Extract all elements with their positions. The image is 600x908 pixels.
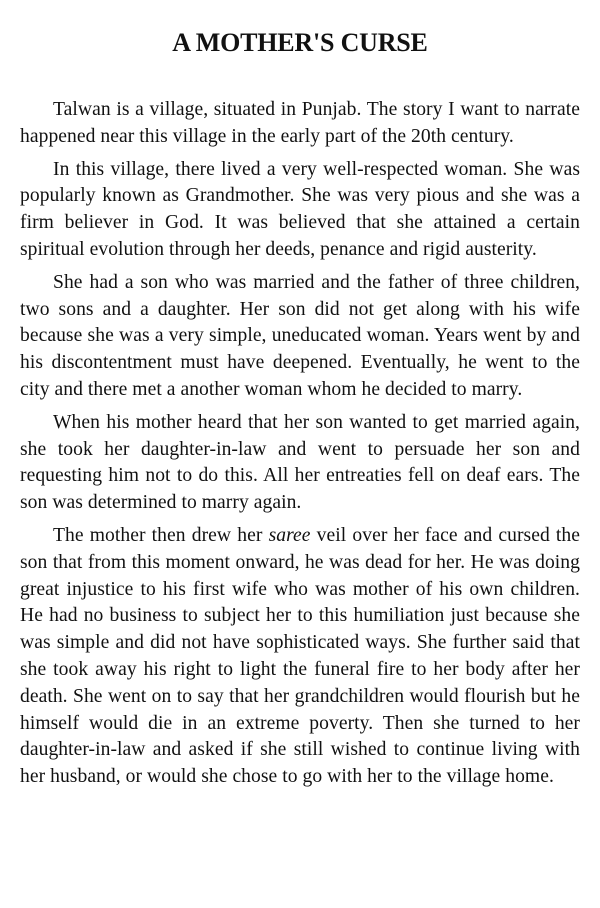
paragraph-3: She had a son who was married and the father of three children, two sons and a daughter. Her son did not get along with his wife because she was a very simple, uneducated woman. Years went by and his discontentment must have deepened. Eventually, he went to the city and there met a another woman whom he decided to marry. [20,271,580,400]
paragraph-5-text-end: veil over her face and cursed the son that from this moment onward, he was dead for her. He was doing great injustice to his first wife who was mother of his own children. He had no business to subject her to this humiliation just because she was simple and did not have sophisticated ways. She further said that she took away his right to light the funeral fire to her body after her death. She went on to say that her grandchildren would flourish but he himself would die in an extreme poverty. Then she turned to her daughter-in-law and asked if she still wished to continue living with her husband, or would she chose to go with her to the village home. [20,524,581,788]
paragraph-4: When his mother heard that her son wanted to get married again, she took her daughter-in-law and went to persuade her son and requesting him not to do this. All her entreaties fell on deaf ears. The son was determined to marry again. [20,411,580,514]
paragraph-2: In this village, there lived a very well-respected woman. She was popularly known as Grandmother. She was very pious and she was a firm believer in God. It was believed that she attained a certain spiritual evolution through her deeds, penance and rigid austerity. [20,158,580,260]
chapter-title: A MOTHER'S CURSE [172,28,428,57]
paragraph-5-text-start: The mother then drew her [53,524,269,546]
book-page [20,26,580,797]
paragraph-1: Talwan is a village, situated in Punjab. The story I want to narrate happened near this village in the early part of the 20th century. [20,99,580,147]
paragraph-5 [20,523,580,791]
saree-emphasis: saree [268,524,311,546]
